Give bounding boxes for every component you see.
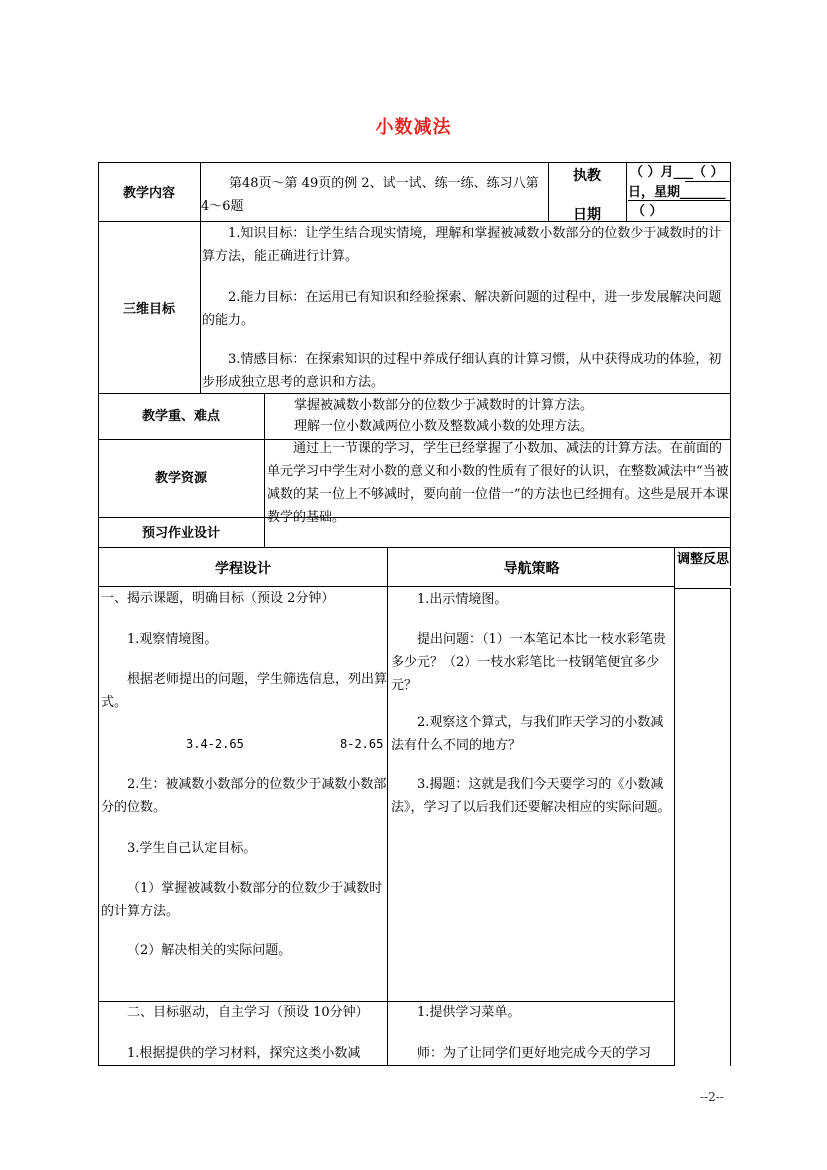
section1-right-p3: 2.观察这个算式，与我们昨天学习的小数减法有什么不同的地方？: [391, 715, 664, 753]
page-number: --2--: [700, 1090, 724, 1104]
resources-label: 教学资源: [154, 471, 207, 486]
section1-heading: 一、揭示课题，明确目标（预设 2分钟）: [101, 591, 335, 606]
goal-item: 3.情感目标：在探索知识的过程中养成仔细认真的计算习惯，从中获得成功的体验，初步形成独立思考的意识和方法。: [202, 352, 722, 390]
date-line-3: （ ）: [632, 204, 663, 219]
date-line-2: 日，星期_______: [628, 185, 726, 200]
section1-left-p1: 1.观察情境图。: [127, 632, 218, 647]
section1-formula-2: 8-2.65: [340, 737, 384, 751]
section1-left-p6: （2）解决相关的实际问题。: [127, 943, 292, 958]
section1-left-p4: 3.学生自己认定目标。: [127, 841, 257, 856]
section1-right-p4: 3.揭题：这就是我们今天要学习的《小数减法》，学习了以后我们还要解决相应的实际问题。: [391, 777, 671, 815]
key-points-label: 教学重、难点: [141, 409, 220, 424]
teach-label-1: 执教: [573, 168, 601, 184]
date-line-1: （ ）月___（ ）: [630, 165, 724, 180]
homework-label: 预习作业设计: [141, 526, 220, 541]
teach-label-2: 日期: [573, 207, 601, 223]
column-header-reflection: 调整反思: [676, 552, 729, 567]
section2-heading: 二、目标驱动，自主学习（预设 10分钟）: [127, 1005, 369, 1020]
resources-text: 通过上一节课的学习，学生已经掌握了小数加、减法的计算方法。在前面的单元学习中学生对小数的意义和小数的性质有了很好的认识，在整数减法中“当被减数的某一位上不够减时，要向前一位借一”的方法也已经拥有。这些是展开本课教学的基础。: [267, 441, 729, 525]
section1-left-p2: 根据老师提出的问题，学生筛选信息，列出算式。: [101, 672, 388, 710]
content-text: 第48页～第 49页的例 2、试一试、练一练、练习八第 4～6题: [201, 176, 539, 214]
section1-right-p2: 提出问题：（1）一本笔记本比一枝水彩笔贵多少元？（2）一枝水彩笔比一枝钢笔便宜多少元？: [391, 632, 666, 693]
column-header-process: 学程设计: [215, 561, 271, 577]
section2-right-p2: 师：为了让同学们更好地完成今天的学习: [417, 1046, 652, 1061]
page-title: 小数减法: [375, 117, 452, 138]
section1-right-p1: 1.出示情境图。: [417, 592, 508, 607]
section2-left-p1: 1.根据提供的学习材料，探究这类小数减: [127, 1046, 361, 1061]
key-point-2: 理解一位小数减两位小数及整数减小数的处理方法。: [294, 419, 594, 434]
section1-left-p5: （1）掌握被减数小数部分的位数少于减数时的计算方法。: [101, 881, 383, 919]
goals-label: 三维目标: [122, 302, 175, 317]
column-header-strategy: 导航策略: [503, 561, 560, 577]
goal-item: 2.能力目标：在运用已有知识和经验探索、解决新问题的过程中，进一步发展解决问题的能力。: [202, 290, 722, 328]
section1-formula-1: 3.4-2.65: [186, 737, 244, 751]
key-point-1: 掌握被减数小数部分的位数少于减数时的计算方法。: [294, 398, 594, 413]
section1-left-p3: 2.生：被减数小数部分的位数少于减数小数部分的位数。: [101, 777, 387, 815]
goal-item: 1.知识目标：让学生结合现实情境，理解和掌握被减数小数部分的位数少于减数时的计算方法，能正确进行计算。: [202, 226, 722, 264]
content-label: 教学内容: [122, 186, 175, 201]
section2-right-p1: 1.提供学习菜单。: [417, 1005, 521, 1020]
